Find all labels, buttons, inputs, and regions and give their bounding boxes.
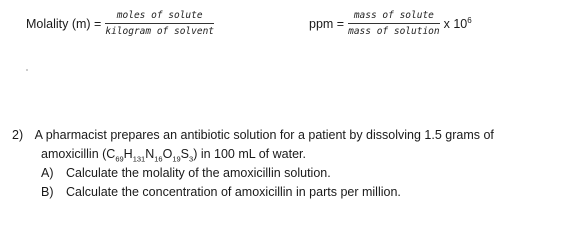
problem-line-2 xyxy=(12,145,564,164)
ppm-formula xyxy=(309,10,472,38)
molality-numerator: moles of solute xyxy=(116,10,203,21)
task-b-text: Calculate the concentration of amoxicillin in parts per million. xyxy=(66,185,401,199)
formula-subscript: 3 xyxy=(189,154,194,164)
task-a-text: Calculate the molality of the amoxicillin solution. xyxy=(66,166,331,180)
formula-element: N xyxy=(145,147,155,161)
ppm-multiplier: x $10^6$ xyxy=(443,16,472,32)
formula-element: O xyxy=(162,147,173,161)
formula-element: S xyxy=(180,147,190,161)
ppm-exponent: 6 xyxy=(467,16,472,26)
ppm-label: ppm = xyxy=(309,17,345,31)
problem-2 xyxy=(12,126,564,202)
formula-element: H xyxy=(123,147,133,161)
ppm-denominator: mass of solution xyxy=(348,26,440,37)
molality-label: Molality (m) = xyxy=(26,17,102,31)
compound-tail: ) in 100 mL of water. xyxy=(193,147,306,161)
molality-formula xyxy=(26,10,214,38)
formula-subscript: 16 xyxy=(154,154,163,164)
problem-number: 2) xyxy=(12,128,24,142)
ppm-numerator: mass of solute xyxy=(353,10,434,21)
formula-subscript: 131 xyxy=(132,154,146,164)
task-b-letter: B) xyxy=(41,185,54,199)
ppm-fraction xyxy=(348,10,440,38)
molality-denominator: kilogram of solvent xyxy=(105,26,215,37)
molality-fraction-bar xyxy=(105,23,214,24)
task-a-letter: A) xyxy=(41,166,54,180)
ppm-fraction-bar xyxy=(348,23,440,24)
compound-formula xyxy=(115,147,194,164)
problem-intro: A pharmacist prepares an antibiotic solution for a patient by dissolving 1.5 grams of xyxy=(34,128,494,142)
stray-dot xyxy=(26,69,28,71)
task-a xyxy=(12,164,564,183)
problem-line-1 xyxy=(12,126,564,145)
formula-subscript: 19 xyxy=(172,154,181,164)
formula-subscript: 69 xyxy=(115,154,124,164)
molality-fraction xyxy=(105,10,214,38)
task-b xyxy=(12,183,564,202)
compound-name: amoxicillin (C xyxy=(41,147,116,161)
